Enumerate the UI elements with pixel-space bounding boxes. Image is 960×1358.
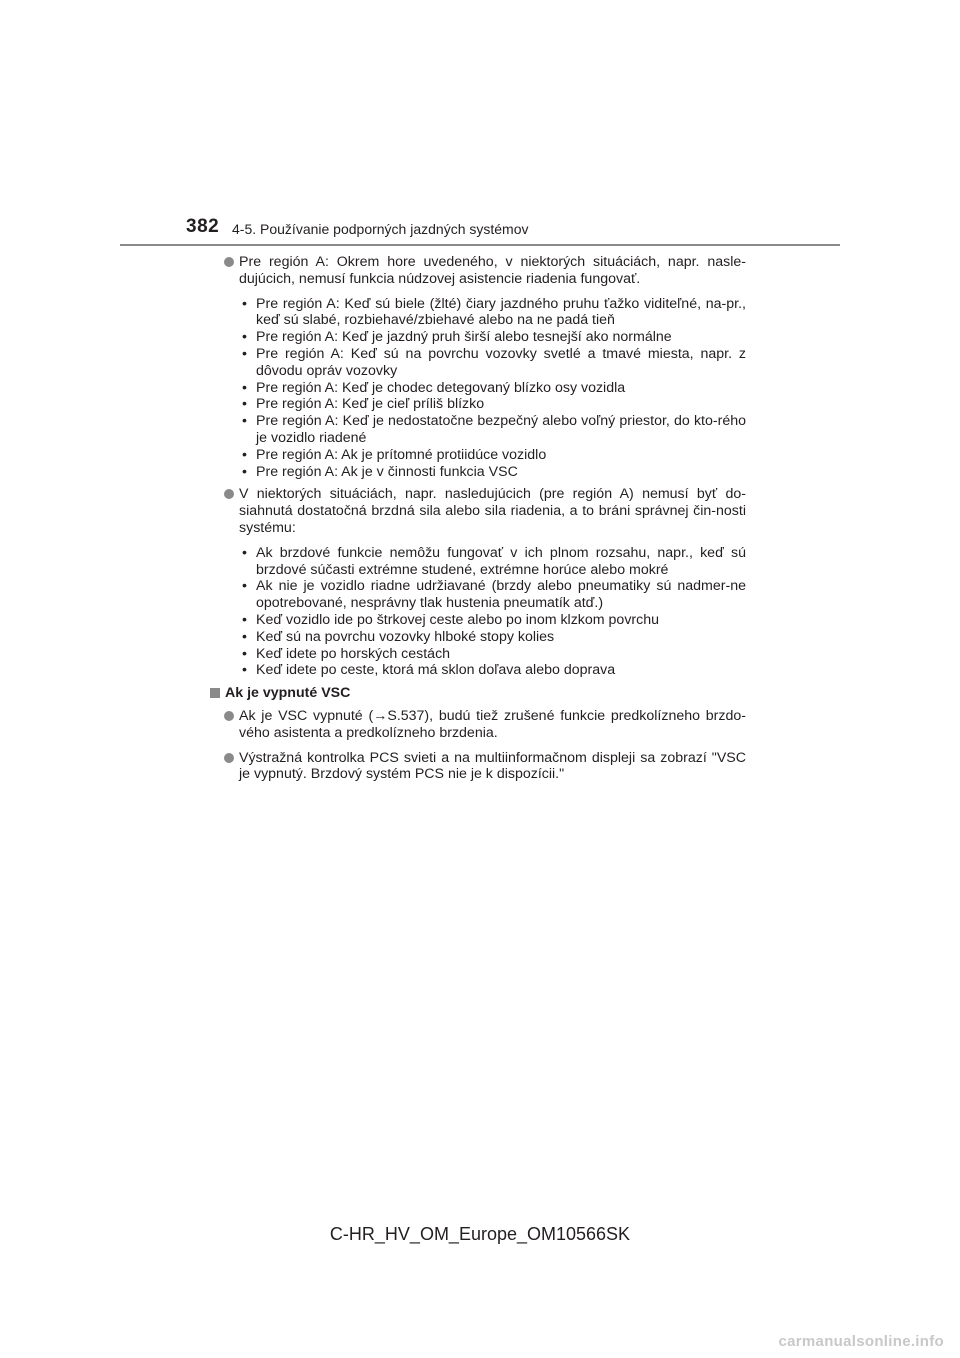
- list-item-text: Pre región A: Keď sú biele (žlté) čiary jazdného pruhu ťažko viditeľné, na-pr., keď sú slabé, rozbiehavé/zbiehavé alebo na ne padá tieň: [256, 295, 746, 329]
- circle-bullet-icon: [224, 711, 234, 721]
- paragraph-text: Výstražná kontrolka PCS svieti a na multiinformačnom displeji sa zobrazí "VSC je vypnutý. Brzdový systém PCS nie je k dispozícii.": [239, 749, 746, 783]
- sub-list: [240, 545, 746, 679]
- dot-bullet-icon: •: [242, 628, 247, 645]
- header-rule: [120, 244, 840, 246]
- section-title: 4-5. Používanie podporných jazdných systémov: [232, 221, 529, 237]
- section-heading: [210, 685, 746, 702]
- list-item: [240, 346, 746, 380]
- list-item-text: Pre región A: Keď je cieľ príliš blízko: [256, 396, 485, 413]
- list-item-text: Pre región A: Keď je chodec detegovaný blízko osy vozidla: [256, 379, 626, 396]
- list-item-text: Ak brzdové funkcie nemôžu fungovať v ich plnom rozsahu, napr., keď sú brzdové súčasti extrémne studené, extrémne horúce alebo mokré: [256, 544, 746, 578]
- list-item-text: Pre región A: Ak je prítomné protiidúce vozidlo: [256, 446, 547, 463]
- list-item-text: Keď idete po horských cestách: [256, 645, 451, 662]
- list-item: [240, 545, 746, 579]
- list-item: [240, 413, 746, 447]
- dot-bullet-icon: •: [242, 645, 247, 662]
- dot-bullet-icon: •: [242, 446, 247, 463]
- document-id: C-HR_HV_OM_Europe_OM10566SK: [329, 1224, 631, 1244]
- dot-bullet-icon: •: [242, 611, 247, 628]
- list-item-text: Keď vozidlo ide po štrkovej ceste alebo po inom klzkom povrchu: [256, 611, 660, 628]
- dot-bullet-icon: •: [242, 463, 247, 480]
- dot-bullet-icon: •: [242, 544, 247, 561]
- dot-bullet-icon: •: [242, 379, 247, 396]
- list-item: [240, 396, 746, 413]
- list-item: [240, 296, 746, 330]
- section-heading-text: Ak je vypnuté VSC: [225, 685, 351, 702]
- page-content: [224, 254, 746, 791]
- list-item-text: Pre región A: Keď sú na povrchu vozovky svetlé a tmavé miesta, napr. z dôvodu opráv vozovky: [256, 345, 746, 379]
- paragraph-text: Ak je VSC vypnuté (→S.537), budú tiež zrušené funkcie predkolízneho brzdo-vého asistenta a predkolízneho brzdenia.: [239, 707, 746, 741]
- paragraph-text: V niektorých situáciách, napr. nasledujúcich (pre región A) nemusí byť do-siahnutá dostatočná brzdná sila alebo sila riadenia, a to bráni správnej čin-nosti systému:: [239, 486, 746, 536]
- bullet-paragraph: [224, 254, 746, 288]
- dot-bullet-icon: •: [242, 413, 247, 430]
- list-item-text: Keď sú na povrchu vozovky hlboké stopy kolies: [256, 628, 555, 645]
- list-item: [240, 646, 746, 663]
- list-item: [240, 662, 746, 679]
- list-item: [240, 464, 746, 481]
- watermark: carmanualsonline.info: [778, 1333, 944, 1350]
- list-item: [240, 629, 746, 646]
- paragraph-text: Pre región A: Okrem hore uvedeného, v niektorých situáciách, napr. nasle-dujúcich, nemusí funkcia núdzovej asistencie riadenia fungovať.: [239, 254, 746, 287]
- dot-bullet-icon: •: [242, 396, 247, 413]
- list-item: [240, 447, 746, 464]
- bullet-paragraph: [224, 750, 746, 784]
- list-item-text: Pre región A: Keď je jazdný pruh širší alebo tesnejší ako normálne: [256, 329, 672, 346]
- circle-bullet-icon: [224, 257, 234, 267]
- dot-bullet-icon: •: [242, 662, 247, 679]
- circle-bullet-icon: [224, 489, 234, 499]
- dot-bullet-icon: •: [242, 295, 247, 312]
- list-item: [240, 380, 746, 397]
- page-number: 382: [186, 216, 220, 237]
- list-item-text: Pre región A: Keď je nedostatočne bezpečný alebo voľný priestor, do kto-rého je vozidlo riadené: [256, 413, 746, 446]
- dot-bullet-icon: •: [242, 578, 247, 595]
- list-item: [240, 612, 746, 629]
- bullet-paragraph: [224, 708, 746, 742]
- bullet-paragraph: [224, 486, 746, 536]
- list-item: [240, 329, 746, 346]
- square-bullet-icon: [210, 688, 220, 698]
- dot-bullet-icon: •: [242, 345, 247, 362]
- sub-list: [240, 296, 746, 481]
- dot-bullet-icon: •: [242, 329, 247, 346]
- list-item-text: Pre región A: Ak je v činnosti funkcia VSC: [256, 463, 518, 480]
- circle-bullet-icon: [224, 753, 234, 763]
- list-item-text: Ak nie je vozidlo riadne udržiavané (brzdy alebo pneumatiky sú nadmer-ne opotrebované, nesprávny tlak hustenia pneumatík atď.): [256, 578, 746, 612]
- list-item: [240, 578, 746, 612]
- list-item-text: Keď idete po ceste, ktorá má sklon doľava alebo doprava: [256, 662, 616, 679]
